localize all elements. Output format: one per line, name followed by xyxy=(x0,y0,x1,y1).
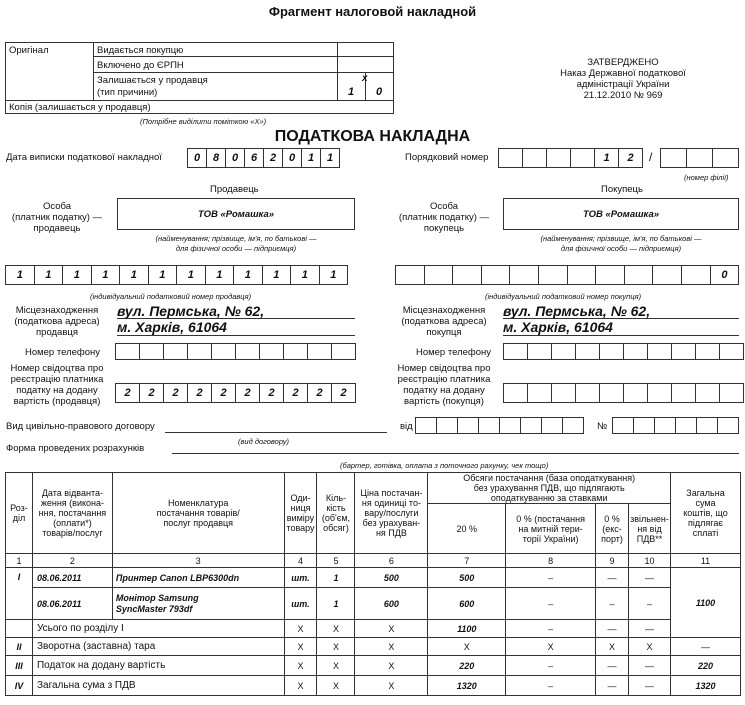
seller-ipn-cell: 1 xyxy=(148,265,178,285)
seller-name: ТОВ «Ромашка» xyxy=(197,209,275,220)
column-number: 5 xyxy=(317,554,355,568)
column-number: 6 xyxy=(355,554,428,568)
approved-line3: адміністрації України xyxy=(576,79,670,90)
row2-unit: шт. xyxy=(284,588,317,620)
row2-name: Монітор Samsung SyncMaster 793df xyxy=(112,588,284,620)
copy-label: Копія (залишається у продавця) xyxy=(9,102,151,113)
seller-phone-cell xyxy=(115,343,140,360)
buyer-cert-cell xyxy=(527,383,552,403)
column-number: 10 xyxy=(629,554,671,568)
table-row xyxy=(6,656,741,676)
row5-c9: — xyxy=(596,676,629,696)
col-0-export-header: 0 % (екс- порт) xyxy=(596,504,629,554)
row4-label: Податок на додану вартість xyxy=(32,656,284,676)
row3-c11: — xyxy=(671,638,741,656)
buyer-cert-cell xyxy=(575,383,600,403)
approved-title: ЗАТВЕРДЖЕНО xyxy=(587,57,659,68)
branch-note: (номер філії) xyxy=(684,173,729,182)
buyer-phone-cell xyxy=(551,343,576,360)
buyer-cert-label: Номер свідоцтва про реєстрацію платника податку на додану вартість (покупця) xyxy=(397,363,491,407)
row2-c9: – xyxy=(596,588,629,620)
document-title: ПОДАТКОВА НАКЛАДНА xyxy=(274,128,471,145)
contract-date-cell xyxy=(457,417,479,434)
row3-x6: Х xyxy=(355,638,428,656)
row1-date: 08.06.2011 xyxy=(32,568,112,588)
branch-number-box xyxy=(660,148,739,168)
contract-date-cell xyxy=(562,417,584,434)
column-number: 3 xyxy=(112,554,284,568)
buyer-heading: Покупець xyxy=(601,184,643,195)
buyer-ipn-cell xyxy=(452,265,482,285)
subtotal-x4: Х xyxy=(284,620,317,638)
buyer-name-note: (найменування; прізвище, ім'я, по батькові — для фізичної особи — підприємця) xyxy=(540,234,702,253)
contract-no-cell xyxy=(717,417,739,434)
contract-no-cell xyxy=(654,417,676,434)
row1-price: 500 xyxy=(355,568,428,588)
seller-cert-cell: 2 xyxy=(211,383,236,403)
buyer-phone-cell xyxy=(527,343,552,360)
row2-price: 600 xyxy=(355,588,428,620)
row5-v20: 1320 xyxy=(428,676,506,696)
buyer-ipn-cell: 0 xyxy=(710,265,740,285)
contract-no-label: № xyxy=(597,421,608,432)
seller-ipn-cell: 1 xyxy=(5,265,35,285)
buyer-cert-cell xyxy=(551,383,576,403)
buyer-cert-cell xyxy=(719,383,744,403)
row2-c10: – xyxy=(629,588,671,620)
seller-cert-cell: 2 xyxy=(259,383,284,403)
buyer-ipn-cell xyxy=(509,265,539,285)
buyer-phone-cell xyxy=(671,343,696,360)
seller-phone-cell xyxy=(211,343,236,360)
buyer-address-line2: м. Харків, 61064 xyxy=(503,319,613,335)
number-digit-cell xyxy=(570,148,595,168)
row3-x9: Х xyxy=(596,638,629,656)
buyer-ipn-note: (індивідуальний податковий номер покупця) xyxy=(485,292,642,301)
buyer-ipn-cell xyxy=(395,265,425,285)
number-digit-cell xyxy=(498,148,523,168)
date-digit-cell: 2 xyxy=(263,148,283,168)
row4-x5: Х xyxy=(317,656,355,676)
seller-cert-cell: 2 xyxy=(235,383,260,403)
row3-label: Зворотна (заставна) тара xyxy=(32,638,284,656)
buyer-ipn-cell xyxy=(481,265,511,285)
seller-phone-cell xyxy=(235,343,260,360)
seller-phone-cell xyxy=(163,343,188,360)
table-row xyxy=(6,676,741,696)
col-exempt-header: звільнен- ня від ПДВ** xyxy=(629,504,671,554)
buyer-phone-cell xyxy=(599,343,624,360)
seller-ipn-cell: 1 xyxy=(62,265,92,285)
row5-c8: – xyxy=(506,676,596,696)
row2-v20: 600 xyxy=(428,588,506,620)
row5-c10: — xyxy=(629,676,671,696)
contract-date-cell xyxy=(436,417,458,434)
col-0-customs-header: 0 % (постачання на митній тери- торії України) xyxy=(506,504,596,554)
contract-date-cell xyxy=(478,417,500,434)
seller-cert-cell: 2 xyxy=(283,383,308,403)
row3-x10: Х xyxy=(629,638,671,656)
seller-phone-cell xyxy=(259,343,284,360)
buyer-cert-cell xyxy=(695,383,720,403)
buyer-ipn-cell xyxy=(567,265,597,285)
table-row xyxy=(6,638,741,656)
contract-from-label: від xyxy=(400,421,413,432)
contract-date-cell xyxy=(499,417,521,434)
number-digit-cell: 1 xyxy=(594,148,619,168)
buyer-phone-cell xyxy=(719,343,744,360)
col-unit-header: Оди- ниця виміру товару xyxy=(284,473,317,554)
row5-x6: Х xyxy=(355,676,428,696)
date-digit-cell: 1 xyxy=(320,148,340,168)
row3-x8: Х xyxy=(506,638,596,656)
seller-phone-cell xyxy=(139,343,164,360)
seller-phone-cell xyxy=(187,343,212,360)
date-digit-cell: 6 xyxy=(244,148,264,168)
row1-name: Принтер Canon LBP6300dn xyxy=(112,568,284,588)
number-digit-cell: 2 xyxy=(618,148,643,168)
row5-total: 1320 xyxy=(671,676,741,696)
number-slash: / xyxy=(649,150,653,164)
buyer-phone-cell xyxy=(575,343,600,360)
seller-cert-cell: 2 xyxy=(115,383,140,403)
row3-x7: Х xyxy=(428,638,506,656)
approved-line2: Наказ Державної податкової xyxy=(560,68,686,79)
total-1100: 1100 xyxy=(671,568,741,638)
subtotal-c8: – xyxy=(506,620,596,638)
seller-address-line2: м. Харків, 61064 xyxy=(117,319,227,335)
contract-no-cell xyxy=(675,417,697,434)
column-number: 9 xyxy=(596,554,629,568)
seller-ipn-cell: 1 xyxy=(262,265,292,285)
seller-ipn-cell: 1 xyxy=(290,265,320,285)
buyer-cert-cell xyxy=(503,383,528,403)
subtotal-c10: — xyxy=(629,620,671,638)
buyer-ipn-cell xyxy=(624,265,654,285)
buyer-phone-label: Номер телефону xyxy=(415,347,491,358)
date-digit-cell: 0 xyxy=(225,148,245,168)
row4-x6: Х xyxy=(355,656,428,676)
seller-cert-cell: 2 xyxy=(139,383,164,403)
buyer-location-label: Місцезнаходження (податкова адреса) покупця xyxy=(401,305,487,338)
row1-c9: — xyxy=(596,568,629,588)
seller-cert-cell: 2 xyxy=(187,383,212,403)
column-number: 11 xyxy=(671,554,741,568)
approved-line4: 21.12.2010 № 969 xyxy=(583,90,663,101)
seller-name-note: (найменування; прізвище, ім'я, по батькові — для фізичної особи — підприємця) xyxy=(155,234,317,253)
seller-person-label: Особа (платник податку) — продавець xyxy=(11,201,103,234)
table-row xyxy=(6,568,741,588)
section-1: I xyxy=(6,568,33,620)
table-row xyxy=(6,588,741,620)
seller-cert-cell: 2 xyxy=(331,383,356,403)
row1-c8: – xyxy=(506,568,596,588)
row3-x4: Х xyxy=(284,638,317,656)
seller-phone-cell xyxy=(307,343,332,360)
row2-qty: 1 xyxy=(317,588,355,620)
col-volumes-header: Обсяги постачання (база оподаткування) без урахування ПДВ, що підлягають оподаткуванню за ставками xyxy=(428,473,671,504)
reason-type-label: (тип причини) xyxy=(97,87,158,98)
mark-note: (Потрібне виділити поміткою «Х») xyxy=(140,117,267,126)
contract-no-cell xyxy=(633,417,655,434)
col-price-header: Ціна постачан- ня одиниці то- вару/послуги без урахуван- ня ПДВ xyxy=(355,473,428,554)
date-label: Дата виписки податкової накладної xyxy=(6,152,162,163)
buyer-ipn-cell xyxy=(652,265,682,285)
section-2: II xyxy=(6,638,33,656)
seller-address-line1: вул. Пермська, № 62, xyxy=(117,303,265,319)
date-digit-cell: 1 xyxy=(301,148,321,168)
payment-note: (бартер, готівка, оплата з поточного рахунку, чек тощо) xyxy=(340,461,549,470)
page-title: Фрагмент налоговой накладной xyxy=(268,4,477,19)
row4-v20: 220 xyxy=(428,656,506,676)
row4-c8: – xyxy=(506,656,596,676)
row1-v20: 500 xyxy=(428,568,506,588)
contract-date-cell xyxy=(415,417,437,434)
buyer-ipn-cell xyxy=(538,265,568,285)
buyer-name: ТОВ «Ромашка» xyxy=(582,209,660,220)
row4-c10: — xyxy=(629,656,671,676)
column-number: 4 xyxy=(284,554,317,568)
row1-qty: 1 xyxy=(317,568,355,588)
seller-location-label: Місцезнаходження (податкова адреса) продавця xyxy=(14,305,100,338)
buyer-cert-cell xyxy=(623,383,648,403)
buyer-address-line1: вул. Пермська, № 62, xyxy=(503,303,651,319)
column-numbers-row xyxy=(6,554,741,568)
row3-x5: Х xyxy=(317,638,355,656)
reason-digit-2: 0 xyxy=(376,86,383,98)
seller-phone-cell xyxy=(331,343,356,360)
seller-ipn-cell: 1 xyxy=(233,265,263,285)
row1-unit: шт. xyxy=(284,568,317,588)
subtotal-c9: — xyxy=(596,620,629,638)
col-qty-header: Кіль- кість (об'єм, обсяг) xyxy=(317,473,355,554)
contract-no-cell xyxy=(696,417,718,434)
seller-ipn-cell: 1 xyxy=(176,265,206,285)
row4-x4: Х xyxy=(284,656,317,676)
buyer-cert-cell xyxy=(671,383,696,403)
buyer-cert-cell xyxy=(647,383,672,403)
seller-cert-cell: 2 xyxy=(163,383,188,403)
buyer-phone-cell xyxy=(647,343,672,360)
seller-ipn-note: (індивідуальний податковий номер продавця) xyxy=(90,292,252,301)
seller-cert-label: Номер свідоцтва про реєстрацію платника податку на додану вартість (продавця) xyxy=(10,363,104,407)
row2-date: 08.06.2011 xyxy=(32,588,112,620)
reason-digit-1: 1 xyxy=(348,86,355,98)
section-3: III xyxy=(6,656,33,676)
col-date-header: Дата відванта- ження (викона- ння, постачання (оплати*) товарів/послуг xyxy=(32,473,112,554)
buyer-person-label: Особа (платник податку) — покупець xyxy=(398,201,490,234)
buyer-phone-cell xyxy=(623,343,648,360)
buyer-phone-cell xyxy=(503,343,528,360)
column-number: 2 xyxy=(32,554,112,568)
seller-phone-label: Номер телефону xyxy=(24,347,100,358)
row4-c9: — xyxy=(596,656,629,676)
buyer-ipn-cell xyxy=(595,265,625,285)
col-20-header: 20 % xyxy=(428,504,506,554)
date-digit-cell: 8 xyxy=(206,148,226,168)
seller-ipn-cell: 1 xyxy=(91,265,121,285)
seller-ipn-cell: 1 xyxy=(319,265,349,285)
goods-table xyxy=(5,472,741,696)
row1-c10: — xyxy=(629,568,671,588)
buyer-phone-cell xyxy=(695,343,720,360)
date-digit-cell: 0 xyxy=(282,148,302,168)
contract-no-cell xyxy=(612,417,634,434)
seller-ipn-cell: 1 xyxy=(34,265,64,285)
number-digit-cell xyxy=(546,148,571,168)
buyer-cert-cell xyxy=(599,383,624,403)
col-nomenclature-header: Номенклатура постачання товарів/ послуг продавця xyxy=(112,473,284,554)
subtotal-row xyxy=(6,620,741,638)
row2-c8: – xyxy=(506,588,596,620)
payment-label: Форма проведених розрахунків xyxy=(6,443,145,454)
seller-cert-cell: 2 xyxy=(307,383,332,403)
subtotal-x5: Х xyxy=(317,620,355,638)
original-label: Оригінал xyxy=(9,45,49,56)
column-number: 7 xyxy=(428,554,506,568)
section-4: IV xyxy=(6,676,33,696)
row5-label: Загальна сума з ПДВ xyxy=(32,676,284,696)
column-number: 8 xyxy=(506,554,596,568)
issued-to-buyer-label: Видається покупцю xyxy=(97,45,184,56)
subtotal-v20: 1100 xyxy=(428,620,506,638)
column-number: 1 xyxy=(6,554,33,568)
date-digit-cell: 0 xyxy=(187,148,207,168)
subtotal-label: Усього по розділу I xyxy=(32,620,284,638)
number-digit-cell xyxy=(522,148,547,168)
seller-phone-cell xyxy=(283,343,308,360)
row5-x5: Х xyxy=(317,676,355,696)
col-section-header: Роз- діл xyxy=(6,473,33,554)
kept-by-seller-label: Залишається у продавця xyxy=(97,75,208,86)
contract-label: Вид цивільно-правового договору xyxy=(6,421,155,432)
contract-note: (вид договору) xyxy=(238,437,290,446)
row4-total: 220 xyxy=(671,656,741,676)
contract-date-cell xyxy=(520,417,542,434)
number-label: Порядковий номер xyxy=(405,152,489,163)
col-total-header: Загальна сума коштів, що підлягає сплаті xyxy=(671,473,741,554)
buyer-ipn-cell xyxy=(681,265,711,285)
seller-ipn-cell: 1 xyxy=(119,265,149,285)
subtotal-x6: Х xyxy=(355,620,428,638)
buyer-ipn-cell xyxy=(424,265,454,285)
row5-x4: Х xyxy=(284,676,317,696)
seller-ipn-cell: 1 xyxy=(205,265,235,285)
contract-date-cell xyxy=(541,417,563,434)
seller-heading: Продавець xyxy=(210,184,259,195)
x-mark: х xyxy=(362,73,368,84)
erpn-label: Включено до ЄРПН xyxy=(97,60,184,71)
